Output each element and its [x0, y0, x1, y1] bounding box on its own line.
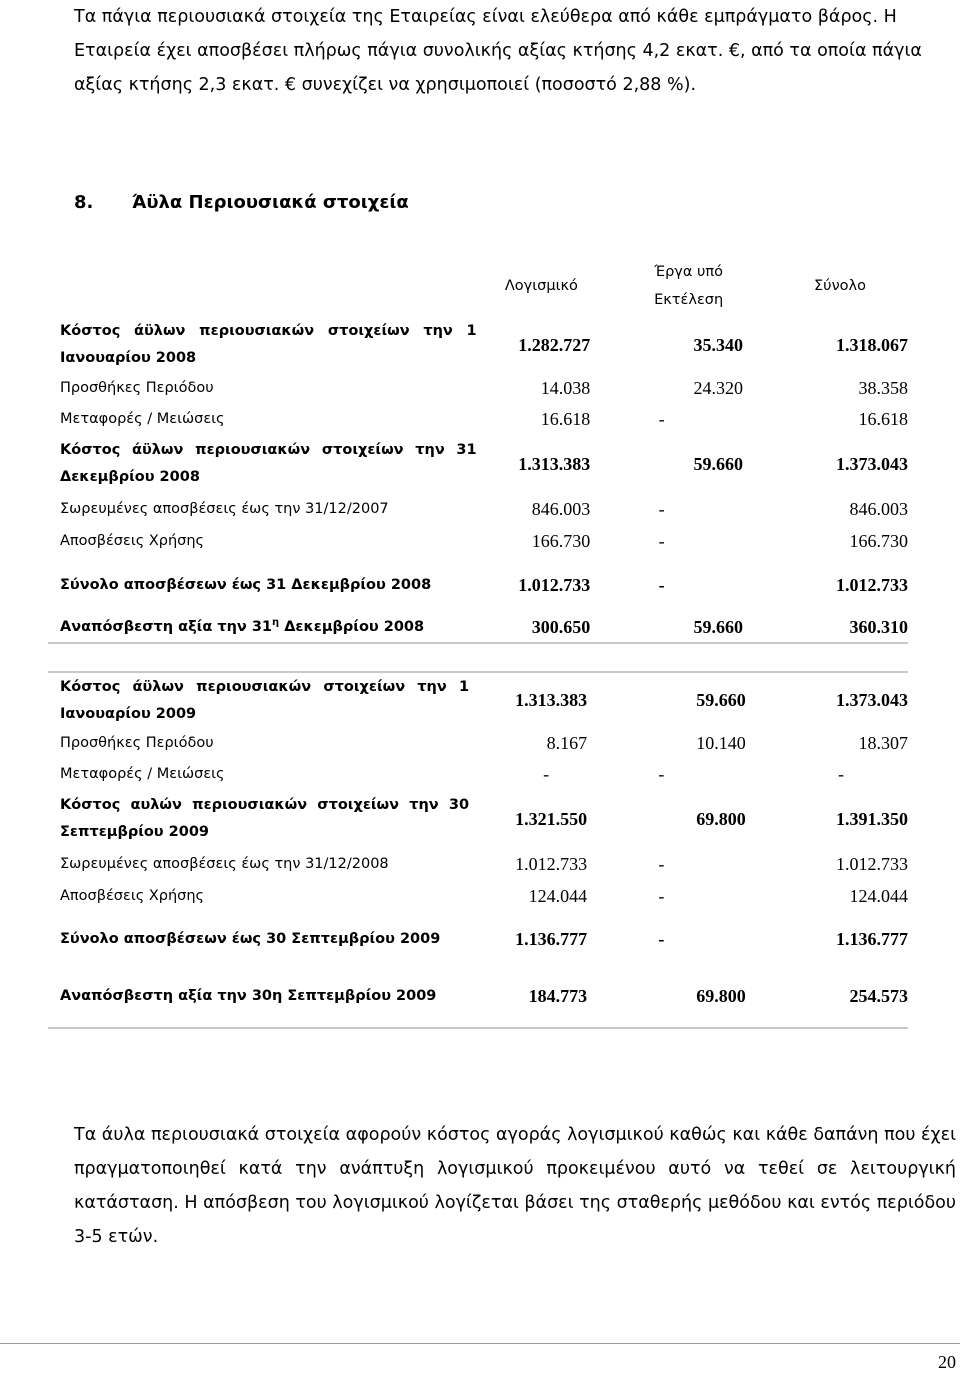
section-heading [74, 192, 409, 213]
section-title: Άϋλα Περιουσιακά στοιχεία [132, 192, 409, 213]
cell-total: 16.618 [858, 408, 908, 429]
cell-wip: - [658, 530, 665, 551]
cell-software: 1.313.383 [515, 690, 588, 710]
cell-total: 254.573 [849, 986, 908, 1006]
cell-total: 846.003 [849, 498, 908, 519]
cell-wip: 69.800 [696, 986, 746, 1006]
cell-software: 846.003 [531, 498, 591, 519]
table-row [48, 880, 908, 912]
cell-software: 124.044 [528, 885, 588, 906]
table-header-row [48, 255, 908, 317]
table-row [48, 557, 908, 613]
row-label: Σωρευμένες αποσβέσεις έως την 31/12/2007 [60, 500, 389, 517]
cell-software: 1.282.727 [518, 334, 591, 355]
cell-software: 14.038 [540, 377, 591, 398]
cell-wip: 59.660 [693, 617, 744, 637]
cell-wip: - [658, 498, 665, 519]
col-header-software: Λογισμικό [504, 278, 578, 294]
cell-software: 1.136.777 [515, 928, 588, 949]
section-number: 8. [74, 192, 94, 213]
col-header-total: Σύνολο [814, 278, 866, 294]
cell-software: - [543, 763, 550, 784]
cell-wip: - [658, 574, 665, 595]
cell-software: 1.012.733 [515, 853, 588, 874]
cell-wip: 35.340 [693, 334, 744, 355]
row-label: Σύνολο αποσβέσεων έως 31 Δεκεμβρίου 2008 [60, 576, 432, 593]
cell-wip: 59.660 [693, 453, 744, 474]
table-row [48, 317, 908, 373]
cell-software: 16.618 [540, 408, 591, 429]
table-row [48, 403, 908, 435]
table-row [48, 758, 908, 790]
row-label: Αποσβέσεις Χρήσης [60, 532, 205, 549]
table-row [48, 728, 908, 758]
cell-total: 18.307 [858, 732, 908, 753]
cell-software: 1.012.733 [518, 574, 591, 595]
closing-paragraph: Τα άυλα περιουσιακά στοιχεία αφορούν κόστος αγοράς λογισμικού καθώς και κάθε δαπάνη που έχει πραγματοποιηθεί κατά την ανάπτυξη λογισμικού προκειμένου αυτό να τεθεί σε λειτουργική κατάσταση. Η απόσβεση του λογισμικού λογίζεται βάσει της σταθερής μεθόδου και εντός περιόδου 3-5 ετών. [74, 1125, 956, 1247]
cell-software: 300.650 [531, 617, 591, 637]
row-label: Αποσβέσεις Χρήσης [60, 887, 205, 904]
row-label: Κόστος άϋλων περιουσιακών στοιχείων την 31 Δεκεμβρίου 2008 [60, 442, 477, 485]
row-label: Κόστος άϋλων περιουσιακών στοιχείων την 1 Ιανουαρίου 2008 [60, 323, 477, 366]
row-label: Κόστος άϋλων περιουσιακών στοιχείων την 1 Ιανουαρίου 2009 [60, 678, 470, 722]
cell-total: 1.136.777 [836, 928, 908, 949]
cell-total: 124.044 [849, 885, 908, 906]
row-label: Μεταφορές / Μειώσεις [60, 410, 225, 427]
table-row [48, 790, 908, 848]
col-header-works-in-progress: Έργα υπό Εκτέλεση [654, 264, 724, 308]
cell-total: 1.373.043 [836, 690, 908, 710]
cell-wip: 69.800 [696, 808, 746, 829]
cell-wip: - [658, 928, 665, 949]
row-label: Μεταφορές / Μειώσεις [60, 765, 225, 782]
footer-divider [0, 1343, 960, 1344]
cell-total: - [838, 763, 844, 784]
cell-total: 1.373.043 [836, 453, 908, 474]
intangibles-table-2008 [48, 255, 908, 644]
cell-software: 166.730 [531, 530, 591, 551]
table-row [48, 912, 908, 966]
table-row [48, 848, 908, 880]
cell-software: 184.773 [528, 986, 588, 1006]
table-row [48, 672, 908, 728]
row-label: Προσθήκες Περιόδου [60, 734, 214, 751]
cell-total: 1.391.350 [836, 808, 908, 829]
cell-wip: - [658, 885, 665, 906]
cell-wip: 10.140 [696, 732, 746, 753]
cell-software: 1.321.550 [515, 808, 588, 829]
page-number: 20 [938, 1352, 956, 1372]
table-row [48, 373, 908, 403]
row-label: Προσθήκες Περιόδου [60, 379, 214, 396]
cell-wip: - [658, 763, 665, 784]
table-row [48, 525, 908, 557]
cell-wip: - [658, 408, 665, 429]
cell-total: 360.310 [849, 617, 908, 637]
cell-total: 1.012.733 [836, 574, 908, 595]
row-label: Σωρευμένες αποσβέσεις έως την 31/12/2008 [60, 855, 389, 872]
intro-paragraph: Τα πάγια περιουσιακά στοιχεία της Εταιρείας είναι ελεύθερα από κάθε εμπράγματο βάρος. Η Εταιρεία έχει αποσβέσει πλήρως πάγια συνολικής αξίας κτήσης 4,2 εκατ. €, από τα οποία πάγια αξίας κτήσης 2,3 εκατ. € συνεχίζει να χρησιμοποιεί (ποσοστό 2,88 %). [74, 7, 922, 95]
table-row [48, 613, 908, 643]
cell-total: 38.358 [858, 377, 908, 398]
cell-wip: 59.660 [696, 690, 746, 710]
row-label: Σύνολο αποσβέσεων έως 30 Σεπτεμβρίου 2009 [60, 930, 441, 947]
cell-total: 1.012.733 [836, 853, 908, 874]
intangibles-table-2009 [48, 671, 908, 1029]
cell-software: 1.313.383 [518, 453, 591, 474]
table-row [48, 435, 908, 493]
row-label: Κόστος αυλών περιουσιακών στοιχείων την 30 Σεπτεμβρίου 2009 [60, 797, 470, 840]
cell-wip: - [658, 853, 665, 874]
table-row [48, 966, 908, 1028]
cell-total: 166.730 [849, 530, 908, 551]
cell-wip: 24.320 [693, 377, 744, 398]
row-label: Αναπόσβεστη αξία την 30η Σεπτεμβρίου 2009 [60, 988, 437, 1004]
cell-total: 1.318.067 [836, 334, 908, 355]
cell-software: 8.167 [546, 732, 588, 753]
table-row [48, 493, 908, 525]
row-label: Αναπόσβεστη αξία την $31^\eta$ Δεκεμβρίου 2008 [60, 617, 425, 635]
